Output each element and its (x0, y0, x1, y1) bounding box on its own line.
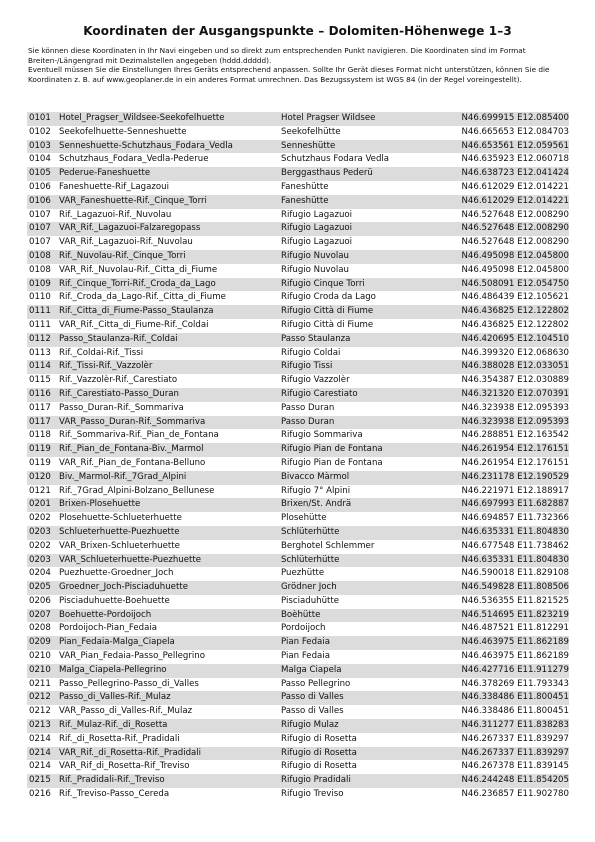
table-row (27, 760, 569, 774)
start-point: Rifugio Tissi (279, 360, 434, 374)
row-number: 0214 (27, 733, 57, 747)
table-row (27, 195, 569, 209)
table-row (27, 222, 569, 236)
coordinates: N46.495098 E12.045800 (434, 250, 569, 264)
route-name: Hotel_Pragser_Wildsee-Seekofelhuette (57, 112, 279, 126)
start-point: Rifugio Vazzolèr (279, 374, 434, 388)
route-name: Rif._Treviso-Passo_Cereda (57, 788, 279, 802)
start-point: Passo Duran (279, 402, 434, 416)
coordinates: N46.527648 E12.008290 (434, 209, 569, 223)
start-point: Rifugio Sommariva (279, 429, 434, 443)
coordinates: N46.231178 E12.190529 (434, 471, 569, 485)
coordinates: N46.665653 E12.084703 (434, 126, 569, 140)
route-name: Pian_Fedaia-Malga_Ciapela (57, 636, 279, 650)
row-number: 0212 (27, 705, 57, 719)
route-name: Rif._Mulaz-Rif._di_Rosetta (57, 719, 279, 733)
table-row (27, 278, 569, 292)
start-point: Passo Pellegrino (279, 678, 434, 692)
table-row (27, 333, 569, 347)
coordinates: N46.612029 E12.014221 (434, 181, 569, 195)
route-name: VAR_Rif._Pian_de_Fontana-Belluno (57, 457, 279, 471)
coordinates: N46.677548 E11.738462 (434, 540, 569, 554)
intro-paragraph: Eventuell müssen Sie die Einstellungen Ihres Geräts entsprechend anpassen. Sollte Ihr Gerät dieses Format nicht unterstützen, können Sie die Koordinaten z. B. auf www.geoplaner.de in ein anderes Format umrechnen. Das Bezugssystem ist WGS 84 (in der Regel voreingestellt). (28, 65, 550, 84)
row-number: 0111 (27, 319, 57, 333)
coordinates-table (27, 112, 569, 802)
coordinates: N46.549828 E11.808506 (434, 581, 569, 595)
start-point: Passo Duran (279, 416, 434, 430)
route-name: Seekofelhuette-Senneshuette (57, 126, 279, 140)
row-number: 0112 (27, 333, 57, 347)
row-number: 0203 (27, 554, 57, 568)
start-point: Rifugio Coldai (279, 347, 434, 361)
route-name: Boehuette-Pordoijoch (57, 609, 279, 623)
table-row (27, 264, 569, 278)
start-point: Pisciaduhütte (279, 595, 434, 609)
table-row (27, 305, 569, 319)
row-number: 0121 (27, 485, 57, 499)
route-name: Passo_Pellegrino-Passo_di_Valles (57, 678, 279, 692)
table-row (27, 347, 569, 361)
start-point: Pian Fedaia (279, 650, 434, 664)
row-number: 0210 (27, 664, 57, 678)
table-row (27, 609, 569, 623)
row-number: 0115 (27, 374, 57, 388)
start-point: Rifugio di Rosetta (279, 733, 434, 747)
row-number: 0214 (27, 747, 57, 761)
table-row (27, 126, 569, 140)
route-name: VAR_Passo_Duran-Rif._Sommariva (57, 416, 279, 430)
start-point: Berggasthaus Pederü (279, 167, 434, 181)
table-row (27, 540, 569, 554)
route-name: Rif._Tissi-Rif._Vazzolèr (57, 360, 279, 374)
coordinates: N46.694857 E11.732366 (434, 512, 569, 526)
start-point: Schlüterhütte (279, 554, 434, 568)
route-name: Plosehuette-Schlueterhuette (57, 512, 279, 526)
row-number: 0106 (27, 195, 57, 209)
coordinates: N46.638723 E12.041424 (434, 167, 569, 181)
route-name: VAR_Faneshuette-Rif._Cinque_Torri (57, 195, 279, 209)
start-point: Faneshütte (279, 195, 434, 209)
start-point: Berghotel Schlemmer (279, 540, 434, 554)
start-point: Rifugio Lagazuoi (279, 236, 434, 250)
start-point: Senneshütte (279, 140, 434, 154)
route-name: Rif._Pian_de_Fontana-Biv._Marmol (57, 443, 279, 457)
row-number: 0103 (27, 140, 57, 154)
start-point: Rifugio di Rosetta (279, 747, 434, 761)
route-name: Rif._Carestiato-Passo_Duran (57, 388, 279, 402)
row-number: 0107 (27, 222, 57, 236)
row-number: 0107 (27, 236, 57, 250)
row-number: 0213 (27, 719, 57, 733)
coordinates: N46.590018 E11.829108 (434, 567, 569, 581)
coordinates: N46.388028 E12.033051 (434, 360, 569, 374)
start-point: Puezhütte (279, 567, 434, 581)
start-point: Boèhütte (279, 609, 434, 623)
route-name: VAR_Passo_di_Valles-Rif._Mulaz (57, 705, 279, 719)
table-row (27, 457, 569, 471)
row-number: 0102 (27, 126, 57, 140)
coordinates: N46.436825 E12.122802 (434, 305, 569, 319)
table-row (27, 140, 569, 154)
table-row (27, 747, 569, 761)
row-number: 0116 (27, 388, 57, 402)
table-row (27, 705, 569, 719)
row-number: 0101 (27, 112, 57, 126)
row-number: 0119 (27, 457, 57, 471)
coordinates: N46.536355 E11.821525 (434, 595, 569, 609)
row-number: 0104 (27, 153, 57, 167)
coordinates: N46.267337 E11.839297 (434, 733, 569, 747)
table-row (27, 664, 569, 678)
table-row (27, 595, 569, 609)
row-number: 0201 (27, 498, 57, 512)
table-row (27, 167, 569, 181)
coordinates: N46.635923 E12.060718 (434, 153, 569, 167)
route-name: VAR_Rif._Lagazuoi-Falzaregopass (57, 222, 279, 236)
coordinates: N46.486439 E12.105621 (434, 291, 569, 305)
route-name: Schlueterhuette-Puezhuette (57, 526, 279, 540)
coordinates: N46.514695 E11.823219 (434, 609, 569, 623)
route-name: Rif._Coldai-Rif._Tissi (57, 347, 279, 361)
start-point: Schlüterhütte (279, 526, 434, 540)
coordinates: N46.436825 E12.122802 (434, 319, 569, 333)
row-number: 0207 (27, 609, 57, 623)
coordinates: N46.527648 E12.008290 (434, 222, 569, 236)
route-name: Rif._Citta_di_Fiume-Passo_Staulanza (57, 305, 279, 319)
row-number: 0208 (27, 622, 57, 636)
start-point: Pordoijoch (279, 622, 434, 636)
start-point: Malga Ciapela (279, 664, 434, 678)
start-point: Rifugio Città di Fiume (279, 305, 434, 319)
route-name: Rif._Sommariva-Rif._Pian_de_Fontana (57, 429, 279, 443)
coordinates: N46.697993 E11.682887 (434, 498, 569, 512)
row-number: 0108 (27, 250, 57, 264)
route-name: Passo_Staulanza-Rif._Coldai (57, 333, 279, 347)
route-name: Brixen-Plosehuette (57, 498, 279, 512)
start-point: Rifugio Nuvolau (279, 264, 434, 278)
coordinates: N46.463975 E11.862189 (434, 636, 569, 650)
coordinates: N46.236857 E11.902780 (434, 788, 569, 802)
row-number: 0202 (27, 540, 57, 554)
coordinates: N46.378269 E11.793343 (434, 678, 569, 692)
coordinates: N46.399320 E12.068630 (434, 347, 569, 361)
row-number: 0118 (27, 429, 57, 443)
table-row (27, 691, 569, 705)
table-row (27, 250, 569, 264)
row-number: 0205 (27, 581, 57, 595)
row-number: 0110 (27, 291, 57, 305)
route-name: VAR_Rif._Nuvolau-Rif._Citta_di_Fiume (57, 264, 279, 278)
row-number: 0203 (27, 526, 57, 540)
table-row (27, 636, 569, 650)
coordinates-table-body (27, 112, 569, 802)
table-row (27, 181, 569, 195)
route-name: Faneshuette-Rif_Lagazoui (57, 181, 279, 195)
route-name: Pordoijoch-Pian_Fedaia (57, 622, 279, 636)
table-row (27, 719, 569, 733)
coordinates: N46.338486 E11.800451 (434, 705, 569, 719)
table-row (27, 581, 569, 595)
start-point: Rifugio Carestiato (279, 388, 434, 402)
coordinates: N46.653561 E12.059561 (434, 140, 569, 154)
row-number: 0105 (27, 167, 57, 181)
start-point: Rifugio Pian de Fontana (279, 443, 434, 457)
start-point: Rifugio Città di Fiume (279, 319, 434, 333)
coordinates: N46.508091 E12.054750 (434, 278, 569, 292)
row-number: 0108 (27, 264, 57, 278)
table-row (27, 236, 569, 250)
row-number: 0113 (27, 347, 57, 361)
row-number: 0106 (27, 181, 57, 195)
table-row (27, 554, 569, 568)
table-row (27, 291, 569, 305)
start-point: Seekofelhütte (279, 126, 434, 140)
start-point: Rifugio Pradidali (279, 774, 434, 788)
table-row (27, 512, 569, 526)
start-point: Rifugio Treviso (279, 788, 434, 802)
coordinates: N46.612029 E12.014221 (434, 195, 569, 209)
route-name: Passo_Duran-Rif._Sommariva (57, 402, 279, 416)
table-row (27, 112, 569, 126)
row-number: 0107 (27, 209, 57, 223)
table-row (27, 402, 569, 416)
coordinates: N46.244248 E11.854205 (434, 774, 569, 788)
table-row (27, 416, 569, 430)
table-row (27, 153, 569, 167)
route-name: Schutzhaus_Fodara_Vedla-Pederue (57, 153, 279, 167)
start-point: Bivacco Màrmol (279, 471, 434, 485)
coordinates: N46.323938 E12.095393 (434, 416, 569, 430)
table-row (27, 209, 569, 223)
route-name: Rif._Vazzolèr-Rif._Carestiato (57, 374, 279, 388)
start-point: Hotel Pragser Wildsee (279, 112, 434, 126)
row-number: 0206 (27, 595, 57, 609)
route-name: VAR_Pian_Fedaia-Passo_Pellegrino (57, 650, 279, 664)
row-number: 0216 (27, 788, 57, 802)
start-point: Rifugio Cinque Torri (279, 278, 434, 292)
route-name: Groedner_Joch-Pisciaduhuette (57, 581, 279, 595)
start-point: Passo di Valles (279, 691, 434, 705)
route-name: VAR_Rif_di_Rosetta-Rif_Treviso (57, 760, 279, 774)
row-number: 0204 (27, 567, 57, 581)
table-row (27, 526, 569, 540)
start-point: Rifugio di Rosetta (279, 760, 434, 774)
page-title: Koordinaten der Ausgangspunkte – Dolomiten-Höhenwege 1–3 (83, 24, 512, 38)
coordinates: N46.267337 E11.839297 (434, 747, 569, 761)
row-number: 0111 (27, 305, 57, 319)
row-number: 0209 (27, 636, 57, 650)
coordinates: N46.321320 E12.070391 (434, 388, 569, 402)
table-row (27, 774, 569, 788)
route-name: VAR_Brixen-Schlueterhuette (57, 540, 279, 554)
coordinates: N46.420695 E12.104510 (434, 333, 569, 347)
start-point: Pian Fedaia (279, 636, 434, 650)
start-point: Schutzhaus Fodara Vedla (279, 153, 434, 167)
coordinates: N46.267378 E11.839145 (434, 760, 569, 774)
start-point: Faneshütte (279, 181, 434, 195)
coordinates: N46.311277 E11.838283 (434, 719, 569, 733)
row-number: 0215 (27, 774, 57, 788)
table-row (27, 678, 569, 692)
start-point: Rifugio Mulaz (279, 719, 434, 733)
route-name: Senneshuette-Schutzhaus_Fodara_Vedla (57, 140, 279, 154)
table-row (27, 388, 569, 402)
start-point: Grödner Joch (279, 581, 434, 595)
route-name: Rif._Nuvolau-Rif._Cinque_Torri (57, 250, 279, 264)
intro-text (28, 46, 573, 84)
row-number: 0109 (27, 278, 57, 292)
table-row (27, 622, 569, 636)
coordinates: N46.261954 E12.176151 (434, 457, 569, 471)
table-row (27, 319, 569, 333)
coordinates: N46.288851 E12.163542 (434, 429, 569, 443)
row-number: 0210 (27, 650, 57, 664)
row-number: 0120 (27, 471, 57, 485)
coordinates: N46.221971 E12.188917 (434, 485, 569, 499)
table-row (27, 733, 569, 747)
coordinates: N46.261954 E12.176151 (434, 443, 569, 457)
coordinates: N46.699915 E12.085400 (434, 112, 569, 126)
row-number: 0202 (27, 512, 57, 526)
start-point: Passo di Valles (279, 705, 434, 719)
row-number: 0214 (27, 760, 57, 774)
route-name: VAR_Rif._di_Rosetta-Rif._Pradidali (57, 747, 279, 761)
table-row (27, 360, 569, 374)
start-point: Brixen/St. Andrä (279, 498, 434, 512)
start-point: Passo Staulanza (279, 333, 434, 347)
route-name: Rif._Pradidali-Rif._Treviso (57, 774, 279, 788)
route-name: VAR_Rif._Citta_di_Fiume-Rif._Coldai (57, 319, 279, 333)
table-row (27, 374, 569, 388)
route-name: Malga_Ciapela-Pellegrino (57, 664, 279, 678)
coordinates: N46.338486 E11.800451 (434, 691, 569, 705)
table-row (27, 485, 569, 499)
start-point: Rifugio Lagazuoi (279, 209, 434, 223)
start-point: Rifugio Nuvolau (279, 250, 434, 264)
coordinates: N46.323938 E12.095393 (434, 402, 569, 416)
row-number: 0212 (27, 691, 57, 705)
route-name: Rif._Croda_da_Lago-Rif._Citta_di_Fiume (57, 291, 279, 305)
table-row (27, 429, 569, 443)
coordinates: N46.635331 E11.804830 (434, 526, 569, 540)
coordinates: N46.427716 E11.911279 (434, 664, 569, 678)
route-name: Pisciaduhuette-Boehuette (57, 595, 279, 609)
start-point: Rifugio Croda da Lago (279, 291, 434, 305)
coordinates: N46.463975 E11.862189 (434, 650, 569, 664)
table-row (27, 650, 569, 664)
route-name: Rif._Lagazuoi-Rif._Nuvolau (57, 209, 279, 223)
coordinates: N46.527648 E12.008290 (434, 236, 569, 250)
route-name: Biv._Marmol-Rif._7Grad_Alpini (57, 471, 279, 485)
row-number: 0119 (27, 443, 57, 457)
table-row (27, 443, 569, 457)
route-name: VAR_Rif._Lagazuoi-Rif._Nuvolau (57, 236, 279, 250)
start-point: Rifugio Pian de Fontana (279, 457, 434, 471)
table-row (27, 471, 569, 485)
route-name: Puezhuette-Groedner_Joch (57, 567, 279, 581)
table-row (27, 788, 569, 802)
row-number: 0211 (27, 678, 57, 692)
start-point: Rifugio Lagazuoi (279, 222, 434, 236)
route-name: Rif._Cinque_Torri-Rif._Croda_da_Lago (57, 278, 279, 292)
route-name: VAR_Schlueterhuette-Puezhuette (57, 554, 279, 568)
start-point: Rifugio 7° Alpini (279, 485, 434, 499)
table-row (27, 567, 569, 581)
row-number: 0114 (27, 360, 57, 374)
row-number: 0117 (27, 416, 57, 430)
route-name: Pederue-Faneshuette (57, 167, 279, 181)
coordinates: N46.354387 E12.030889 (434, 374, 569, 388)
route-name: Rif._7Grad_Alpini-Bolzano_Bellunese (57, 485, 279, 499)
intro-paragraph: Sie können diese Koordinaten in Ihr Navi eingeben und so direkt zum entsprechenden Punkt navigieren. Die Koordinaten sind im Format Breiten-/Längengrad mit Dezimalstellen angegeben (hddd.ddddd). (28, 46, 526, 65)
start-point: Plosehütte (279, 512, 434, 526)
route-name: Rif._di_Rosetta-Rif._Pradidali (57, 733, 279, 747)
row-number: 0117 (27, 402, 57, 416)
coordinates: N46.635331 E11.804830 (434, 554, 569, 568)
table-row (27, 498, 569, 512)
coordinates: N46.487521 E11.812291 (434, 622, 569, 636)
route-name: Passo_di_Valles-Rif._Mulaz (57, 691, 279, 705)
coordinates: N46.495098 E12.045800 (434, 264, 569, 278)
